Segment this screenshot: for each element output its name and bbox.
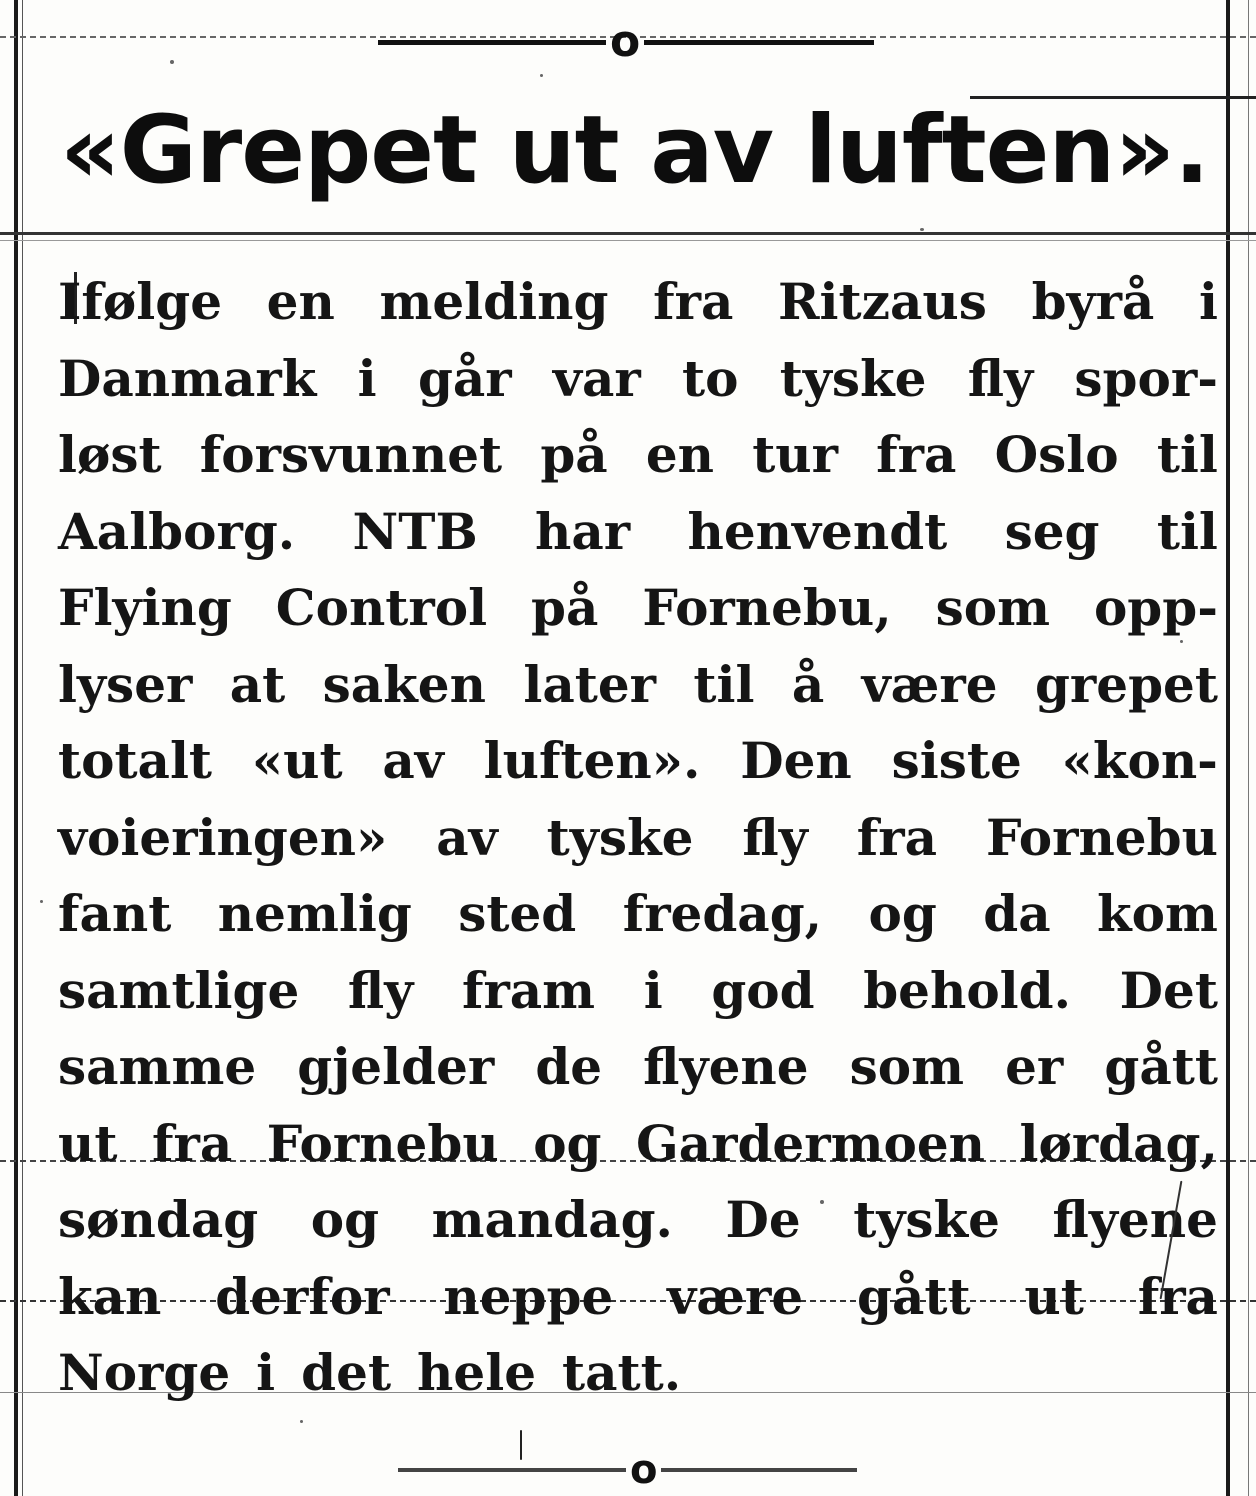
article-word: i — [643, 960, 663, 1020]
left-column-rule — [14, 0, 18, 1496]
article-word: gått — [1104, 1037, 1218, 1096]
article-word: totalt — [58, 731, 213, 790]
article-word: god — [711, 960, 815, 1020]
article-headline: «Grepet ut av luften». — [60, 96, 1209, 205]
article-word: ut — [58, 1113, 118, 1173]
article-word: de — [535, 1037, 603, 1096]
article-word: hele — [417, 1343, 537, 1402]
article-word: siste — [891, 731, 1022, 790]
article-word: tyske — [546, 807, 694, 867]
article-word: har — [535, 501, 631, 561]
article-word: løst — [58, 425, 162, 484]
article-word: gått — [856, 1266, 971, 1326]
article-line — [58, 953, 1218, 1030]
article-word: flyene — [1052, 1190, 1218, 1249]
article-word: samtlige — [58, 960, 300, 1020]
article-word: Fornebu — [266, 1113, 499, 1173]
headline-bottom-rule-thin — [0, 240, 1256, 241]
article-line — [58, 647, 1218, 724]
article-word: gjelder — [297, 1037, 495, 1096]
article-word: som — [849, 1037, 965, 1096]
article-line — [58, 876, 1218, 953]
article-word: Ifølge — [58, 272, 223, 331]
article-word: Oslo — [994, 425, 1119, 484]
article-word: Gardermoen — [636, 1113, 985, 1173]
article-word: «ut — [251, 731, 343, 790]
article-word: Aalborg. — [58, 501, 296, 561]
article-word: lyser — [58, 654, 193, 714]
article-word: seg — [1004, 501, 1100, 561]
article-word: henvendt — [687, 501, 948, 561]
article-word: at — [229, 654, 286, 714]
article-line — [58, 723, 1218, 800]
right-column-rule-thin — [1248, 0, 1249, 1496]
article-line — [58, 1259, 1218, 1336]
headline-bottom-rule — [0, 232, 1256, 235]
article-word: og — [310, 1190, 380, 1249]
divider-ornament: o — [610, 16, 641, 67]
article-word: byrå — [1031, 272, 1155, 331]
article-word: i — [1198, 272, 1218, 331]
article-body — [58, 264, 1218, 1412]
article-word: fra — [856, 807, 938, 867]
article-word: søndag — [58, 1190, 259, 1249]
article-word: sted — [458, 884, 577, 943]
article-word: luften». — [483, 731, 701, 790]
article-word: på — [531, 578, 599, 637]
divider-bar-right — [661, 1468, 857, 1472]
article-word: og — [533, 1113, 602, 1173]
article-word: fra — [151, 1113, 233, 1173]
article-word: på — [540, 425, 608, 484]
article-word: i — [357, 348, 377, 408]
article-word: Fornebu, — [642, 578, 892, 637]
article-word: Flying — [58, 578, 232, 637]
bottom-divider — [398, 1448, 857, 1492]
article-word: til — [1156, 501, 1218, 561]
article-word: grepet — [1034, 654, 1218, 714]
article-word: er — [1005, 1037, 1064, 1096]
article-word: to — [681, 348, 739, 408]
article-word: til — [1156, 425, 1218, 484]
article-word: fant — [58, 884, 172, 943]
article-word: fredag, — [622, 884, 823, 943]
left-column-rule-thin — [22, 0, 23, 1496]
article-word: fra — [1137, 1266, 1218, 1326]
article-word: Control — [275, 578, 488, 637]
article-word: Danmark — [58, 348, 317, 408]
article-word: De — [725, 1190, 801, 1249]
article-word: fly — [347, 960, 414, 1020]
article-line — [58, 341, 1218, 418]
article-word: av — [382, 731, 444, 790]
article-word: Fornebu — [986, 807, 1218, 867]
article-word: fra — [653, 272, 734, 331]
article-word: Norge — [58, 1343, 231, 1402]
article-word: lørdag, — [1019, 1113, 1218, 1173]
article-word: neppe — [443, 1266, 614, 1326]
article-word: derfor — [215, 1266, 390, 1326]
divider-bar-left — [398, 1468, 626, 1472]
article-line — [58, 1029, 1218, 1106]
article-line — [58, 570, 1218, 647]
article-word: samme — [58, 1037, 257, 1096]
scan-speck — [1180, 640, 1183, 643]
article-word: en — [266, 272, 335, 331]
article-word: fly — [967, 348, 1034, 408]
article-word: Den — [740, 731, 852, 790]
scan-speck — [920, 228, 924, 231]
article-word: voieringen» — [58, 807, 388, 867]
article-word: tur — [752, 425, 838, 484]
article-word: forsvunnet — [199, 425, 503, 484]
article-word: tatt. — [562, 1343, 682, 1402]
article-line — [58, 417, 1218, 494]
divider-ornament: o — [630, 1447, 658, 1493]
article-word: nemlig — [217, 884, 412, 943]
divider-bar-right — [644, 40, 874, 45]
article-word: det — [301, 1343, 392, 1402]
article-word: NTB — [352, 501, 478, 561]
article-word: å — [791, 654, 825, 714]
article-word: være — [861, 654, 998, 714]
article-word: later — [523, 654, 656, 714]
scan-scratch — [520, 1430, 522, 1460]
scan-speck — [540, 74, 543, 77]
article-word: og — [868, 884, 937, 943]
article-word: ut — [1024, 1266, 1084, 1326]
article-line — [58, 494, 1218, 571]
article-word: som — [935, 578, 1050, 637]
article-word: Ritzaus — [777, 272, 987, 331]
article-line — [58, 800, 1218, 877]
article-word: være — [667, 1266, 804, 1326]
article-word: fram — [461, 960, 596, 1020]
article-line — [58, 1106, 1218, 1183]
article-word: går — [417, 348, 512, 408]
scan-speck — [300, 1420, 303, 1423]
article-line — [58, 1182, 1218, 1259]
article-word: tyske — [853, 1190, 1000, 1249]
article-word: saken — [322, 654, 486, 714]
article-word: melding — [379, 272, 609, 331]
right-column-rule — [1226, 0, 1230, 1496]
article-word: en — [645, 425, 715, 484]
top-divider — [378, 16, 874, 67]
article-line — [58, 1335, 1218, 1412]
article-word: kan — [58, 1266, 162, 1326]
article-word: spor- — [1074, 348, 1218, 408]
article-word: i — [256, 1343, 276, 1402]
scan-speck — [820, 1200, 824, 1204]
article-word: fra — [876, 425, 957, 484]
article-word: var — [552, 348, 641, 408]
article-word: mandag. — [431, 1190, 673, 1249]
article-word: behold. — [863, 960, 1072, 1020]
article-word: fly — [742, 807, 808, 867]
article-word: kom — [1097, 884, 1218, 943]
article-word: da — [983, 884, 1051, 943]
article-word: «kon- — [1061, 731, 1218, 790]
article-word: opp- — [1093, 578, 1218, 637]
article-word: av — [436, 807, 498, 867]
article-word: tyske — [779, 348, 927, 408]
article-line — [58, 264, 1218, 341]
scan-speck — [170, 60, 174, 64]
scan-speck — [40, 900, 43, 903]
divider-bar-left — [378, 40, 606, 45]
article-word: til — [693, 654, 755, 714]
article-word: flyene — [643, 1037, 809, 1096]
article-word: Det — [1119, 960, 1218, 1020]
